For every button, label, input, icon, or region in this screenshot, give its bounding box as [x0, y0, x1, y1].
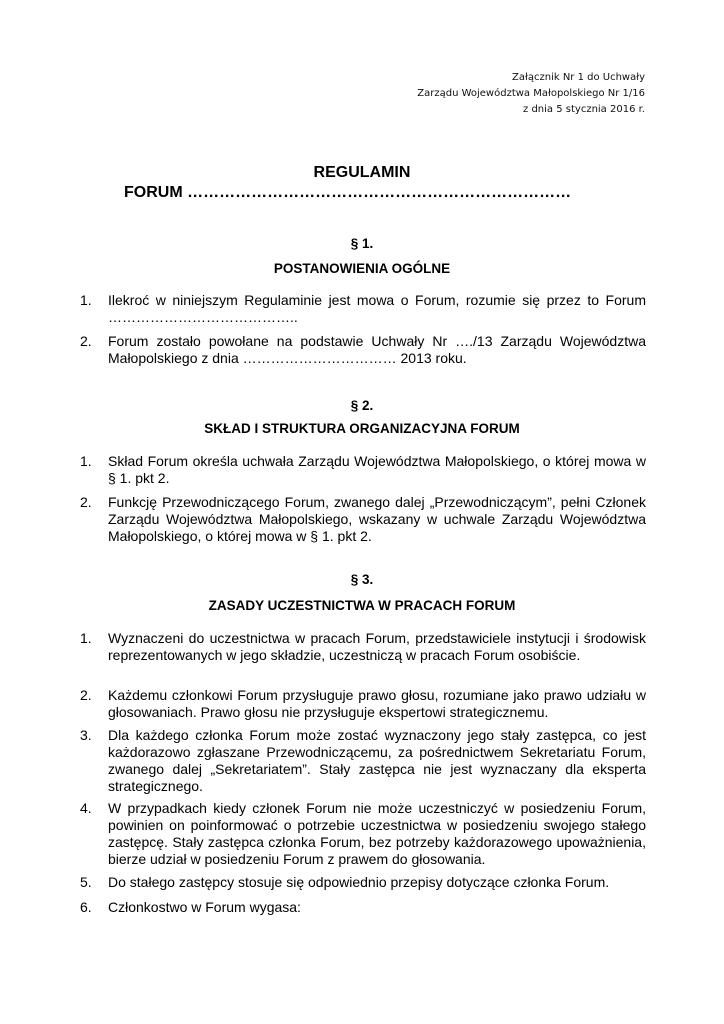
item-number: 2.: [80, 687, 92, 703]
item-text: Ilekroć w niniejszym Regulaminie jest mowa o Forum, rozumie się przez to Forum …………………………………..: [108, 292, 646, 325]
list-item: [80, 874, 646, 891]
list-item: [80, 727, 646, 795]
annex-line: Zarządu Województwa Małopolskiego Nr 1/16: [417, 88, 645, 99]
item-number: 3.: [80, 727, 92, 743]
list-item: [80, 292, 646, 326]
paragraph-number: § 2.: [350, 398, 374, 413]
annex-line: z dnia 5 stycznia 2016 r.: [523, 104, 645, 115]
item-text: W przypadkach kiedy członek Forum nie może uczestniczyć w posiedzeniu Forum, powinien on poinformować o potrzebie uczestnictwa w posiedzeniu swojego stałego zastępcę. Stały zastępca członka Forum, bez potrzeby każdorazowego upoważnienia, bierze udział w posiedzeniu Forum z prawem do głosowania.: [108, 800, 646, 867]
item-text: Skład Forum określa uchwała Zarządu Województwa Małopolskiego, o której mowa w § 1. pkt 2.: [108, 453, 646, 486]
item-text: Wyznaczeni do uczestnictwa w pracach Forum, przedstawiciele instytucji i środowisk reprezentowanych w jego składzie, uczestniczą w pracach Forum osobiście.: [108, 630, 646, 663]
item-text: Dla każdego członka Forum może zostać wyznaczony jego stały zastępca, co jest każdorazowo zgłaszane Przewodniczącemu, za pośrednictwem Sekretariatu Forum, zwanego dalej „Sekretariatem”. Stały zastępca nie jest wyznaczany dla eksperta strategicznego.: [108, 727, 646, 794]
document-subtitle: FORUM ………………………………………………………………: [124, 184, 572, 201]
section-heading: SKŁAD I STRUKTURA ORGANIZACYJNA FORUM: [204, 421, 520, 436]
item-text: Członkostwo w Forum wygasa:: [108, 899, 301, 915]
item-number: 2.: [80, 494, 92, 510]
list-item: [80, 333, 646, 367]
item-number: 4.: [80, 800, 92, 816]
list-item: [80, 494, 646, 545]
document-title: REGULAMIN: [313, 164, 411, 181]
list-item: [80, 453, 646, 487]
list-item: [80, 687, 646, 721]
paragraph-number: § 3.: [350, 572, 374, 587]
item-number: 5.: [80, 874, 92, 890]
paragraph-number: § 1.: [350, 236, 374, 251]
item-number: 2.: [80, 333, 92, 349]
list-item: [80, 630, 646, 664]
item-text: Każdemu członkowi Forum przysługuje prawo głosu, rozumiane jako prawo udziału w głosowaniach. Prawo głosu nie przysługuje ekspertowi strategicznemu.: [108, 687, 646, 720]
item-number: 1.: [80, 630, 92, 646]
list-item: [80, 800, 646, 868]
annex-note: [417, 70, 645, 118]
section-heading: ZASADY UCZESTNICTWA W PRACACH FORUM: [208, 598, 516, 613]
section-heading: POSTANOWIENIA OGÓLNE: [273, 261, 451, 276]
item-number: 6.: [80, 899, 92, 915]
item-text: Funkcję Przewodniczącego Forum, zwanego dalej „Przewodniczącym”, pełni Członek Zarządu Województwa Małopolskiego, wskazany w uchwale Zarządu Województwa Małopolskiego, o której mowa w § 1. pkt 2.: [108, 494, 646, 544]
item-number: 1.: [80, 453, 92, 469]
item-number: 1.: [80, 292, 92, 308]
item-text: Do stałego zastępcy stosuje się odpowiednio przepisy dotyczące członka Forum.: [108, 874, 610, 890]
item-text: Forum zostało powołane na podstawie Uchwały Nr …./13 Zarządu Województwa Małopolskiego z dnia …………………………… 2013 roku.: [108, 333, 646, 366]
list-item: [80, 899, 646, 916]
annex-line: Załącznik Nr 1 do Uchwały: [512, 72, 645, 83]
